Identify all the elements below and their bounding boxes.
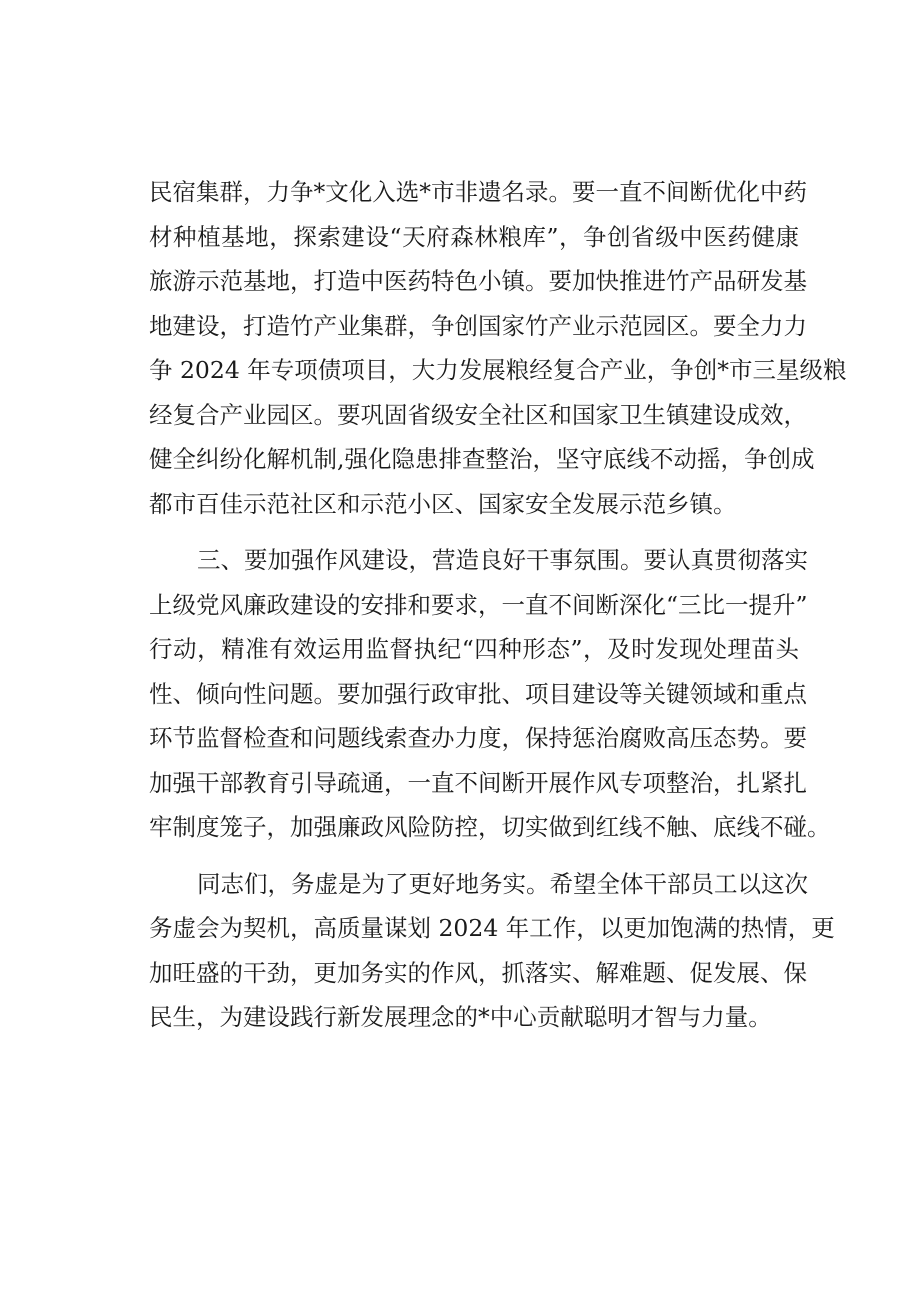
text-line: 上级党风廉政建设的安排和要求，一直不间断深化“三比一提升” [149,590,808,619]
text-line: 经复合产业园区。要巩固省级安全社区和国家卫生镇建设成效， [149,400,807,429]
text-line: 健全纠纷化解机制,强化隐患排查整治，坚守底线不动摇，争创成 [149,445,815,473]
document-body [149,170,847,1040]
paragraph-spacer [149,850,799,862]
text-line: 加旺盛的干劲，更加务实的作风，抓落实、解难题、促发展、保 [149,958,807,987]
text-line: 加强干部教育引导疏通，一直不间断开展作风专项整治，扎紧扎 [149,768,807,797]
paragraph-3 [149,862,835,1040]
paragraph-spacer [149,526,799,538]
text-line: 材种植基地，探索建设“天府森林粮库”，争创省级中医药健康 [149,222,799,251]
text-line: 旅游示范基地，打造中医药特色小镇。要加快推进竹产品研发基 [149,267,807,295]
text-line: 牢制度笼子，加强廉政风险防控，切实做到红线不触、底线不碰。 [149,813,831,841]
text-line: 行动，精准有效运用监督执纪“四种形态”，及时发现处理苗头 [149,635,799,663]
text-line: 环节监督检查和问题线索查办力度，保持惩治腐败高压态势。要 [149,724,807,752]
text-line: 争 2024 年专项债项目，大力发展粮经复合产业，争创*市三星级粮 [149,356,847,384]
text-line: 都市百佳示范社区和示范小区、国家安全发展示范乡镇。 [149,489,737,518]
text-line: 民生，为建设践行新发展理念的*中心贡献聪明才智与力量。 [149,1003,772,1031]
text-line: 务虚会为契机，高质量谋划 2024 年工作，以更加饱满的热情，更 [149,914,835,942]
text-line: 地建设，打造竹产业集群，争创国家竹产业示范园区。要全力力 [149,311,807,340]
text-line: 三、要加强作风建设，营造良好干事氛围。要认真贯彻落实 [197,546,808,574]
text-line: 性、倾向性问题。要加强行政审批、项目建设等关键领域和重点 [149,679,807,708]
paragraph-1 [149,170,847,526]
text-line: 同志们，务虚是为了更好地务实。希望全体干部员工以这次 [197,869,808,898]
paragraph-2 [149,538,831,850]
text-line: 民宿集群，力争*文化入选*市非遗名录。要一直不间断优化中药 [149,178,807,206]
